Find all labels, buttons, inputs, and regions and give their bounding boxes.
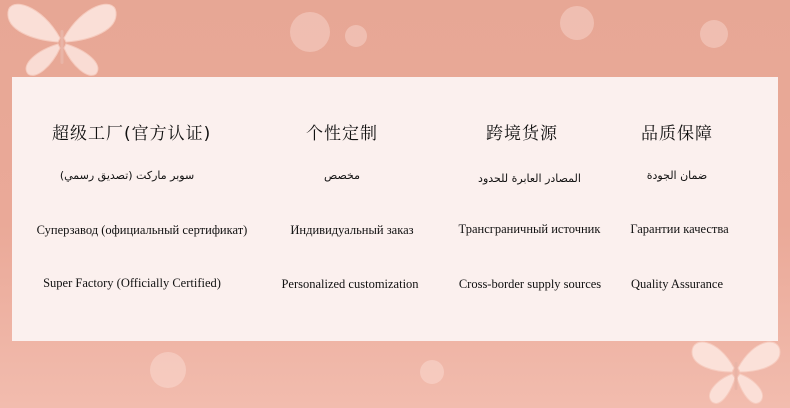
feature-panel	[12, 77, 778, 341]
feature-arabic-customization: مخصص	[323, 169, 360, 182]
bokeh-light	[560, 6, 594, 40]
feature-russian-supply: Трансграничный источник	[458, 222, 601, 236]
bokeh-light	[420, 360, 444, 384]
feature-arabic-factory: سوبر ماركت (تصديق رسمي)	[59, 169, 195, 182]
feature-russian-customization: Индивидуальный заказ	[290, 223, 414, 237]
bokeh-light	[150, 352, 186, 388]
feature-english-supply: Cross-border supply sources	[458, 277, 602, 291]
feature-english-customization: Personalized customization	[281, 277, 419, 291]
bokeh-light	[700, 20, 728, 48]
butterfly-icon	[688, 338, 784, 408]
feature-title-supply: 跨境货源	[486, 124, 558, 144]
feature-arabic-quality: ضمان الجودة	[646, 169, 708, 182]
feature-english-factory: Super Factory (Officially Certified)	[43, 276, 221, 290]
feature-russian-factory: Суперзавод (официальный сертификат)	[36, 223, 248, 237]
feature-arabic-supply: المصادر العابرة للحدود	[478, 172, 581, 185]
feature-title-factory: 超级工厂(官方认证)	[52, 124, 212, 144]
bokeh-light	[345, 25, 367, 47]
feature-english-quality: Quality Assurance	[631, 277, 723, 291]
feature-russian-quality: Гарантии качества	[630, 222, 729, 236]
feature-title-customization: 个性定制	[306, 124, 378, 144]
butterfly-icon	[2, 0, 122, 80]
bokeh-light	[290, 12, 330, 52]
feature-title-quality: 品质保障	[641, 124, 713, 144]
